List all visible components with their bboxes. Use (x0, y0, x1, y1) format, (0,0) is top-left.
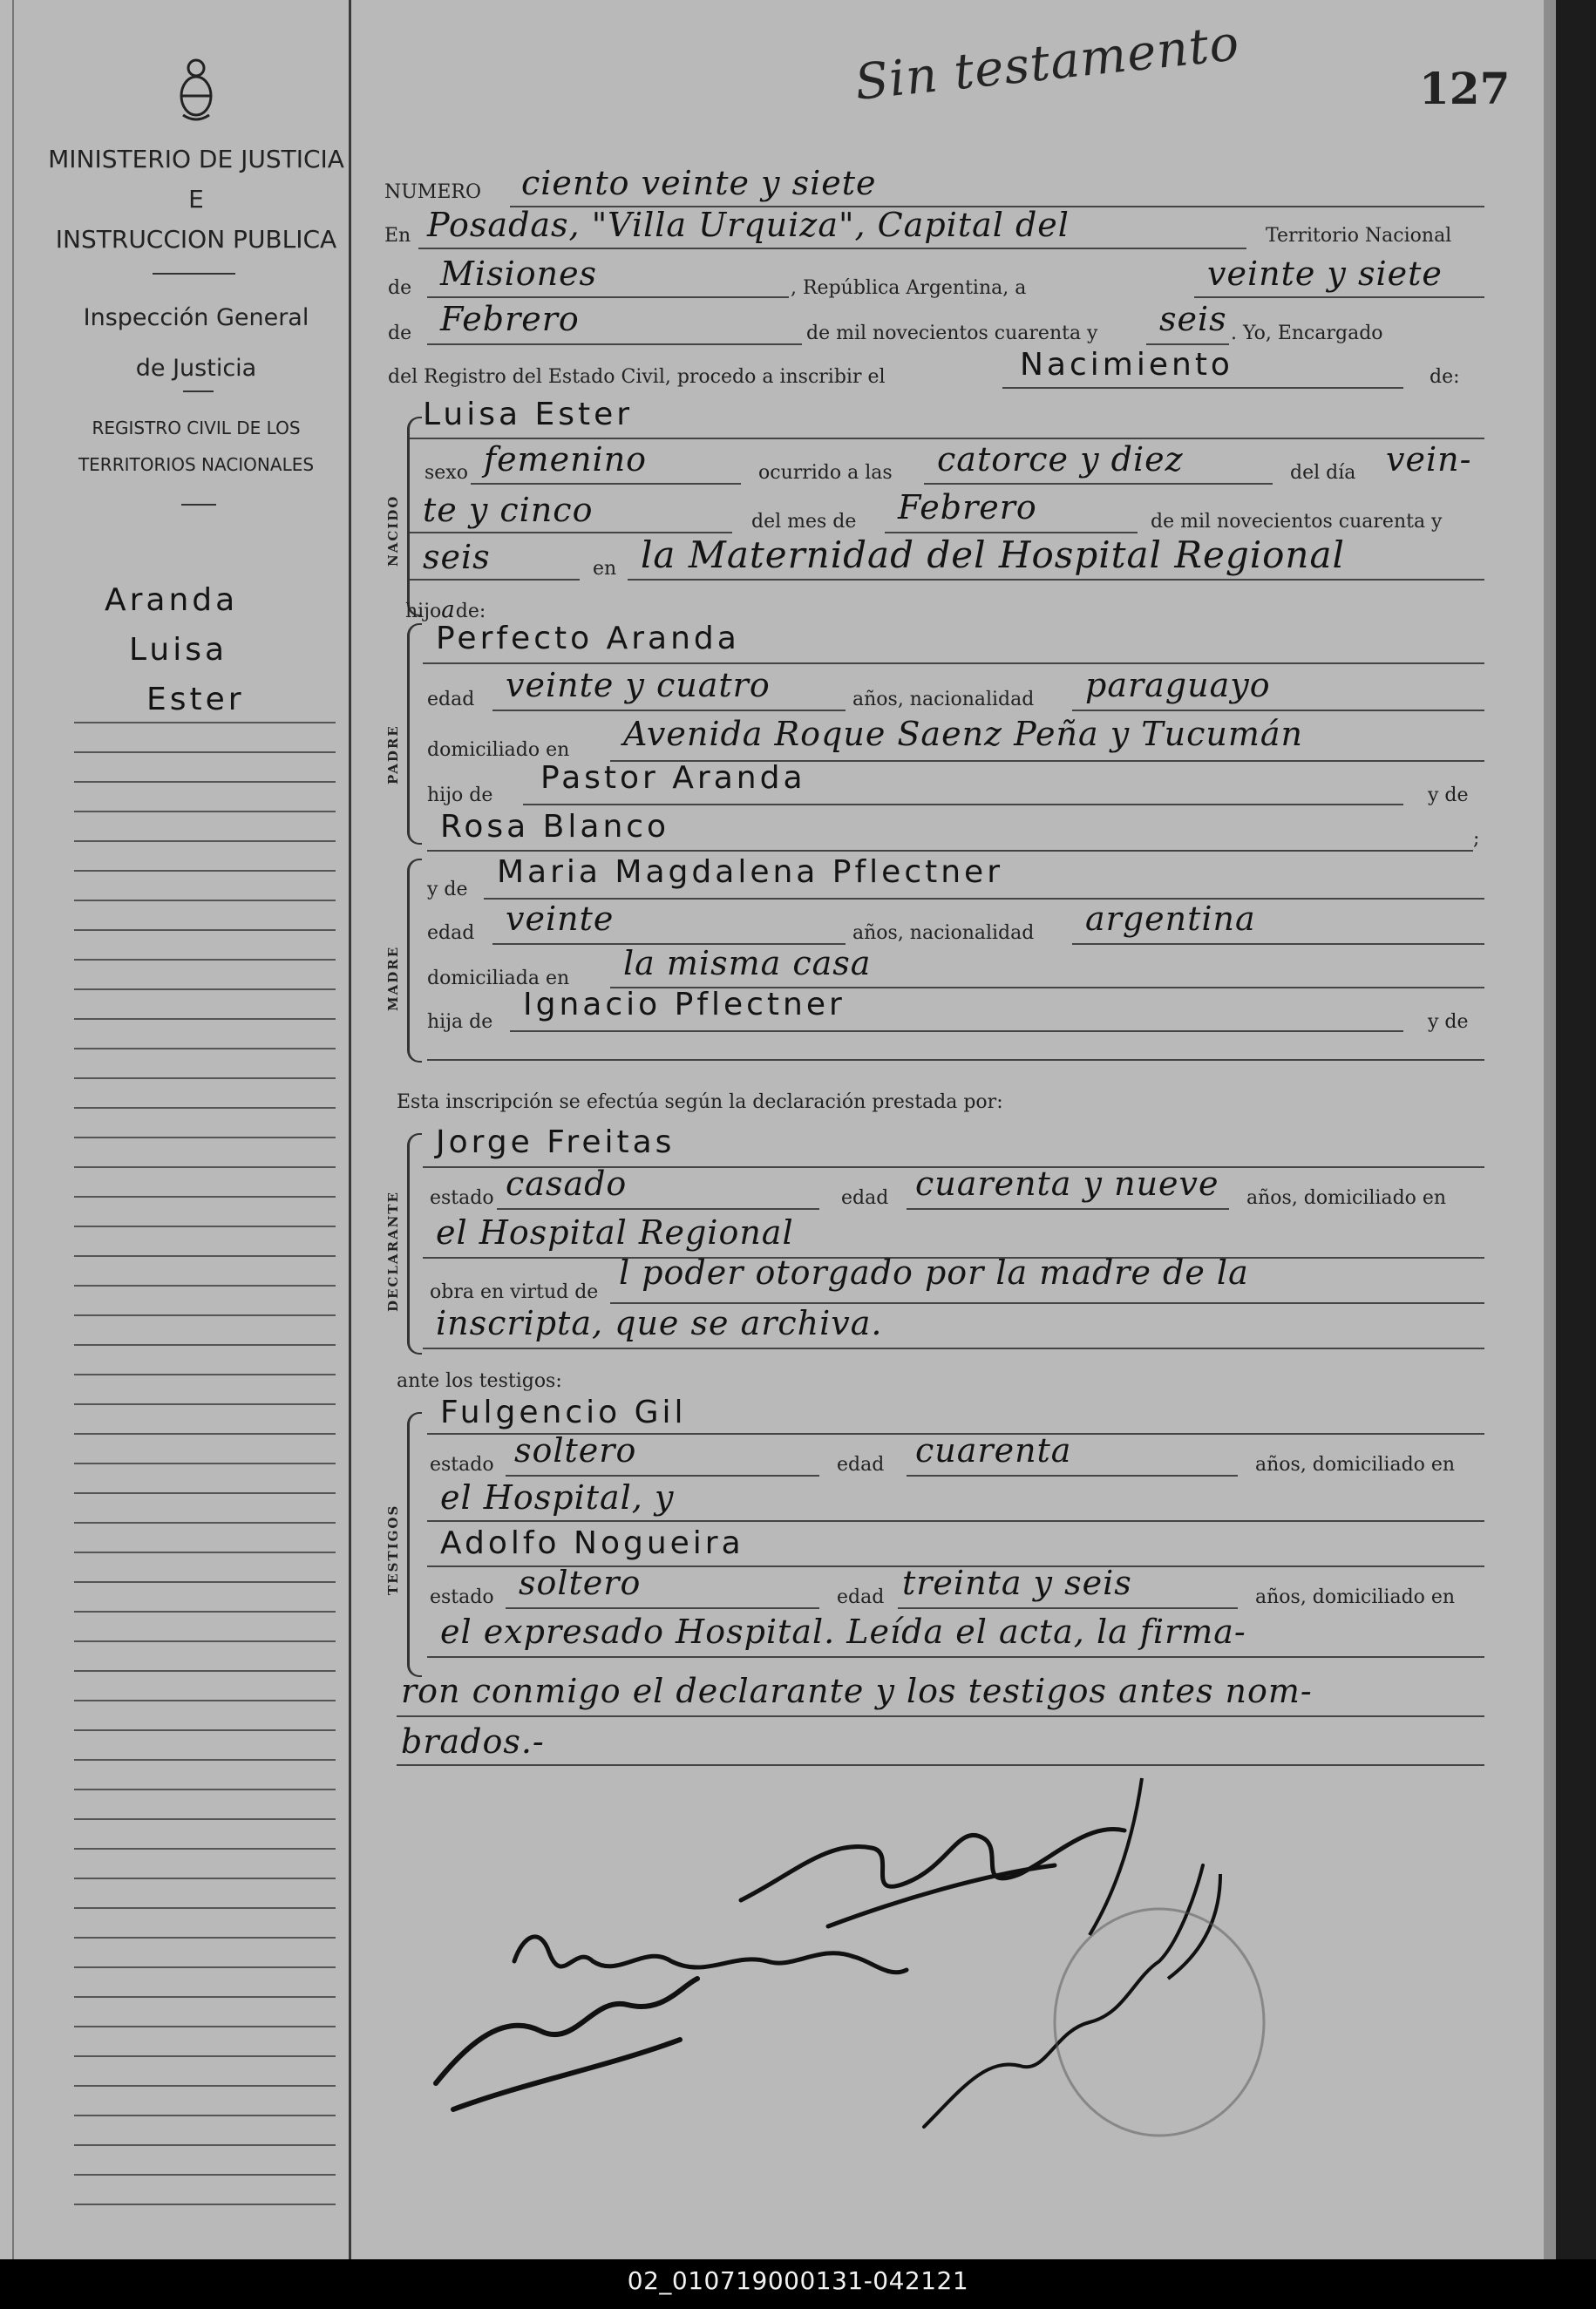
margin-ruled-line (74, 1048, 336, 1049)
del-dia-label: del día (1290, 462, 1356, 484)
testigo2-estado-value: soltero (519, 1564, 642, 1602)
page-number: 127 (1419, 63, 1511, 114)
madre-madre-line (427, 1059, 1484, 1061)
padre-name-value: Perfecto Aranda (436, 621, 740, 656)
edad-label: edad (427, 689, 475, 710)
sexo-line (471, 483, 741, 485)
margin-note-surname: Aranda (105, 582, 239, 618)
estado-label: estado (430, 1454, 494, 1476)
en-label: En (384, 225, 411, 247)
sexo-value: femenino (484, 440, 648, 479)
margin-ruled-line (74, 1374, 336, 1375)
margin-ruled-line (74, 929, 336, 931)
margin-ruled-line (74, 1552, 336, 1553)
hijo-label (405, 597, 486, 623)
madre-brace (407, 859, 422, 1063)
testigo1-name-value: Fulgencio Gil (440, 1395, 687, 1430)
sexo-label: sexo (424, 462, 468, 484)
month-line (427, 343, 802, 345)
anos-dom-label: años, domiciliado en (1255, 1454, 1456, 1476)
day-value: veinte y siete (1207, 255, 1443, 293)
madre-y-de-label: y de (427, 879, 468, 900)
margin-ruled-line (74, 900, 336, 901)
hora-line (924, 483, 1273, 485)
registry-line-1: REGISTRO CIVIL DE LOS (92, 418, 301, 438)
encargado-signature (907, 1848, 1290, 2162)
testigo2-edad-line (898, 1607, 1238, 1609)
margin-ruled-line (74, 1255, 336, 1257)
day-line (1194, 296, 1484, 298)
month-value: Febrero (440, 300, 580, 338)
margin-ruled-line (74, 1166, 336, 1168)
declarante-estado-line (497, 1208, 819, 1210)
testigo2-dom-line (427, 1656, 1484, 1658)
padre-brace (407, 623, 422, 845)
en-line (418, 248, 1246, 249)
edad-label: edad (837, 1454, 885, 1476)
inspection-line-1: Inspección General (83, 304, 309, 331)
margin-ruled-line (74, 1640, 336, 1642)
margin-ruled-line (74, 1848, 336, 1850)
padre-name-line (423, 662, 1484, 664)
padre-dom-value: Avenida Roque Saenz Peña y Tucumán (623, 715, 1303, 753)
territorio-label: Territorio Nacional (1266, 225, 1452, 247)
declarante-brace (407, 1133, 422, 1355)
estado-label: estado (430, 1187, 494, 1209)
registry-heading (0, 410, 392, 483)
dia-value-a: vein- (1386, 440, 1472, 479)
hijo-word: hijo (405, 601, 442, 622)
madre-edad-value: veinte (506, 900, 615, 938)
anos-dom-label: años, domiciliado en (1246, 1187, 1447, 1209)
provincia-value: Misiones (440, 255, 598, 293)
testigo1-estado-value: soltero (514, 1431, 637, 1470)
nacido-brace (407, 417, 422, 616)
ante-label: ante los testigos: (397, 1370, 562, 1392)
anos-nac-label: años, nacionalidad (852, 922, 1035, 944)
margin-ruled-line (74, 1137, 336, 1138)
margin-ruled-line (74, 751, 336, 753)
margin-ruled-line (74, 1018, 336, 1020)
ministry-line-2: E (188, 185, 204, 214)
padre-nac-value: paraguayo (1085, 666, 1271, 704)
en-lugar-label: en (593, 558, 617, 580)
domiciliada-label: domiciliada en (427, 968, 570, 989)
madre-padre-line (510, 1030, 1403, 1032)
y-de-label: y de (1428, 784, 1469, 806)
madre-name-value: Maria Magdalena Pflectner (497, 854, 1003, 890)
testigo2-dom-value: el expresado Hospital. Leída el acta, la firma- (440, 1613, 1246, 1651)
testigo2-name-value: Adolfo Nogueira (440, 1525, 744, 1561)
margin-ruled-line (74, 722, 336, 723)
sidebar-rule (153, 273, 235, 275)
testigo1-edad-line (907, 1475, 1238, 1477)
registry-line-2: TERRITORIOS NACIONALES (78, 454, 315, 475)
hijo-de: de: (455, 601, 486, 622)
declarante-dom-value: el Hospital Regional (436, 1213, 794, 1252)
act-line (1002, 387, 1403, 389)
padre-nac-line (1072, 710, 1484, 711)
obra-line-b (423, 1348, 1484, 1349)
margin-ruled-line (74, 1344, 336, 1346)
testigo2-estado-line (506, 1607, 819, 1609)
testigos-brace (407, 1412, 422, 1677)
margin-ruled-line (74, 959, 336, 961)
margin-ruled-line (74, 811, 336, 812)
margin-ruled-line (74, 1907, 336, 1909)
declarante-edad-value: cuarenta y nueve (915, 1165, 1219, 1203)
de-label: de (388, 323, 412, 344)
edad-label: edad (841, 1187, 889, 1209)
edad-label: edad (427, 922, 475, 944)
margin-ruled-line (74, 1107, 336, 1109)
edad-label: edad (837, 1586, 885, 1608)
padre-padre-value: Pastor Aranda (540, 760, 806, 796)
lugar-value: la Maternidad del Hospital Regional (641, 533, 1345, 576)
header-scribble: Sin testamento (852, 15, 1243, 112)
ocurrido-label: ocurrido a las (758, 462, 893, 484)
margin-ruled-line (74, 1226, 336, 1227)
margin-note-given-1: Luisa (129, 632, 228, 668)
hijo-suffix: a (441, 597, 456, 623)
margin-ruled-line (74, 1700, 336, 1701)
yo-label: . Yo, Encargado (1231, 323, 1383, 344)
closing-line-a-rule (397, 1715, 1484, 1717)
testigo2-edad-value: treinta y seis (902, 1564, 1132, 1602)
ministry-line-1: MINISTERIO DE JUSTICIA (48, 145, 344, 173)
madre-name-line (484, 898, 1484, 900)
child-name-value: Luisa Ester (423, 397, 634, 432)
margin-ruled-line (74, 2144, 336, 2146)
scan-filename-caption: 02_010719000131-042121 (627, 2266, 969, 2295)
margin-ruled-line (74, 1729, 336, 1731)
margin-ruled-line (74, 1670, 336, 1672)
hora-value: catorce y diez (937, 440, 1184, 479)
sidebar-rule (181, 504, 216, 506)
madre-dom-value: la misma casa (623, 944, 872, 982)
margin-ruled-line (74, 1403, 336, 1405)
margin-ruled-line (74, 2055, 336, 2057)
margin-ruled-line (74, 2204, 336, 2205)
margin-ruled-line (74, 1818, 336, 1820)
obra-value-b: inscripta, que se archiva. (436, 1304, 883, 1342)
sidebar-rule (183, 390, 214, 392)
margin-ruled-line (74, 1077, 336, 1079)
declarante-name-value: Jorge Freitas (436, 1124, 676, 1160)
y-de-label: y de (1428, 1011, 1469, 1033)
year-line-2 (410, 579, 580, 581)
margin-ruled-line (74, 1611, 336, 1613)
padre-madre-value: Rosa Blanco (440, 809, 670, 845)
year-value-2: seis (423, 538, 491, 576)
margin-note-given-2: Ester (146, 682, 245, 717)
registro-label: del Registro del Estado Civil, procedo a inscribir el (388, 366, 886, 388)
section-nacido-label: NACIDO (385, 494, 401, 567)
child-name-line (410, 438, 1484, 439)
domiciliado-label: domiciliado en (427, 739, 570, 761)
margin-ruled-line (74, 2174, 336, 2176)
margin-ruled-line (74, 2115, 336, 2116)
padre-madre-line (427, 850, 1473, 852)
mes-value: Febrero (898, 488, 1037, 526)
inspection-heading (0, 293, 392, 394)
testigo1-edad-value: cuarenta (915, 1431, 1072, 1470)
provincia-line (427, 296, 789, 298)
anos-dom-label: años, domiciliado en (1255, 1586, 1456, 1608)
testigo1-dom-line (427, 1520, 1484, 1522)
margin-ruled-line (74, 1878, 336, 1879)
madre-nac-line (1072, 943, 1484, 945)
numero-label: NUMERO (384, 181, 481, 203)
margin-ruled-line (74, 988, 336, 990)
padre-edad-value: veinte y cuatro (506, 666, 771, 704)
year-line (1146, 343, 1229, 345)
estado-label: estado (430, 1586, 494, 1608)
hijo-de-label: hijo de (427, 784, 493, 806)
margin-ruled-line (74, 1966, 336, 1968)
margin-ruled-line (74, 1581, 336, 1583)
margin-ruled-line (74, 1759, 336, 1761)
numero-value: ciento veinte y siete (521, 164, 877, 202)
obra-label: obra en virtud de (430, 1281, 599, 1303)
margin-ruled-line (74, 1314, 336, 1316)
inspection-line-2: de Justicia (135, 355, 257, 382)
en-value: Posadas, "Villa Urquiza", Capital del (427, 206, 1070, 244)
margin-ruled-line (74, 781, 336, 783)
section-declarante-label: DECLARANTE (385, 1191, 401, 1312)
padre-edad-line (492, 710, 846, 711)
semicolon: ; (1473, 828, 1480, 850)
testigo1-estado-line (506, 1475, 819, 1477)
dia-value-b: te y cinco (423, 491, 594, 529)
margin-ruled-line (74, 1789, 336, 1790)
margin-ruled-line (74, 2026, 336, 2027)
testigo-signatures (418, 1909, 959, 2136)
anos-nac-label: años, nacionalidad (852, 689, 1035, 710)
closing-line-b-rule (397, 1764, 1484, 1766)
madre-padre-value: Ignacio Pflectner (523, 987, 846, 1022)
hija-de-label: hija de (427, 1011, 493, 1033)
obra-value-a: l poder otorgado por la madre de la (619, 1253, 1249, 1292)
de-colon-label: de: (1430, 366, 1460, 388)
coat-of-arms-emblem (173, 54, 220, 124)
section-testigos-label: TESTIGOS (385, 1504, 401, 1595)
margin-ruled-line (74, 1433, 336, 1435)
de-label: de (388, 277, 412, 299)
republica-label: , República Argentina, a (791, 277, 1027, 299)
act-value: Nacimiento (1020, 347, 1233, 383)
closing-line-b: brados.- (401, 1722, 545, 1761)
lugar-line (628, 579, 1484, 581)
mil-label: de mil novecientos cuarenta y (806, 323, 1098, 344)
mil-label-2: de mil novecientos cuarenta y (1151, 511, 1443, 533)
margin-ruled-line (74, 1463, 336, 1464)
margin-ruled-line (74, 1285, 336, 1287)
padre-padre-line (523, 804, 1403, 805)
margin-ruled-line (74, 1522, 336, 1524)
del-mes-label: del mes de (751, 511, 857, 533)
margin-ruled-line (74, 1937, 336, 1939)
section-madre-label: MADRE (385, 945, 401, 1011)
ministry-line-3: INSTRUCCION PUBLICA (55, 225, 337, 254)
madre-nac-value: argentina (1085, 900, 1256, 938)
margin-ruled-line (74, 840, 336, 842)
margin-ruled-line (74, 2085, 336, 2087)
margin-ruled-line (74, 1196, 336, 1198)
declarante-edad-line (907, 1208, 1229, 1210)
margin-ruled-line (74, 870, 336, 872)
year-value: seis (1159, 300, 1227, 338)
ministry-heading (0, 139, 392, 260)
declarante-estado-value: casado (506, 1165, 628, 1203)
margin-ruled-line (74, 1996, 336, 1998)
testigo1-dom-value: el Hospital, y (440, 1478, 675, 1517)
inscripcion-label: Esta inscripción se efectúa según la declaración prestada por: (397, 1091, 1003, 1113)
section-padre-label: PADRE (385, 724, 401, 784)
margin-ruled-line (74, 1492, 336, 1494)
closing-line-a: ron conmigo el declarante y los testigos antes nom- (401, 1672, 1313, 1710)
